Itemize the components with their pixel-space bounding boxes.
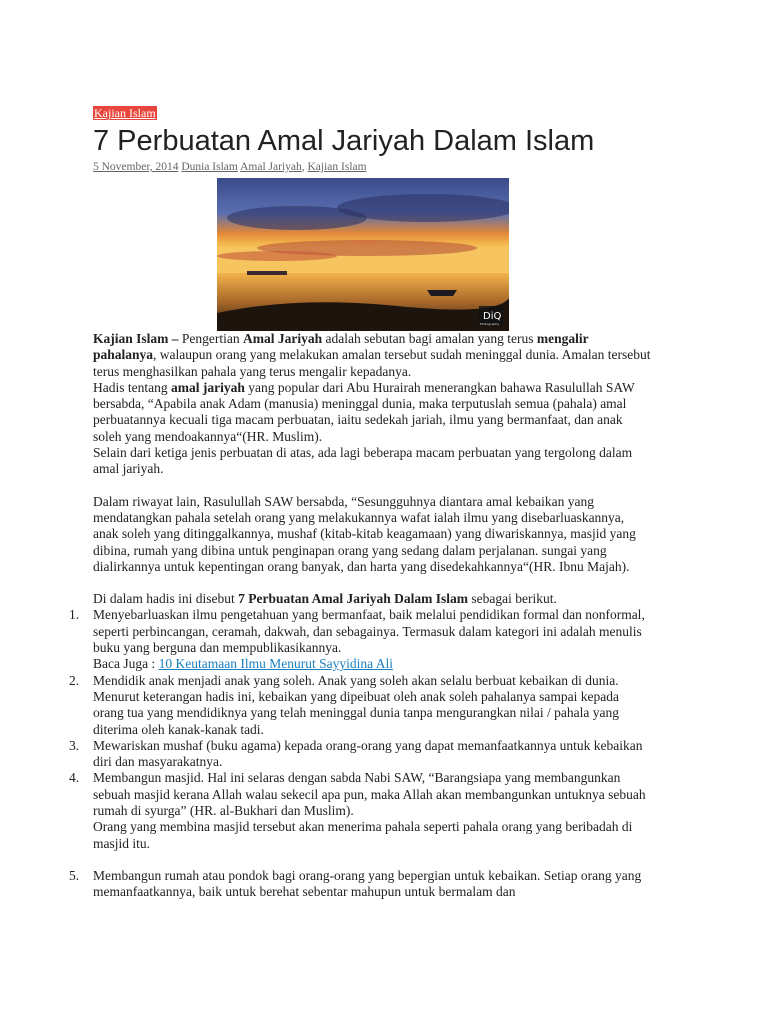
intro-text-3: , walaupun orang yang melakukan amalan tersebut sudah meninggal dunia. Amalan tersebut terus menghasilkan pahala yang terus mengalir kepadanya. <box>93 347 651 379</box>
list-number: 1. <box>69 607 80 623</box>
list-number: 3. <box>69 737 80 753</box>
category-link-kajian-islam[interactable]: Kajian Islam <box>307 161 367 173</box>
deeds-list <box>69 607 653 900</box>
hadis-text-2: yang popular dari Abu Hurairah menerangkan bahawa Rasulullah SAW bersabda, “Apabila anak Adam (manusia) meninggal dunia, maka terputuslah semua (pahala) amal perbuatannya kecuali tiga macam perbuatan, iaitu sedekah jariah, ilmu yang bermanfaat, dan anak soleh yang mendoakannya“(HR. Muslim). <box>93 379 635 444</box>
post-meta <box>93 160 653 174</box>
list-item-text: Mewariskan mushaf (buku agama) kepada orang-orang yang dapat memanfaatkannya untuk kebaikan diri dan masyarakatnya. <box>93 737 643 770</box>
list-number: 2. <box>69 672 80 688</box>
hadis-paragraph <box>93 380 653 445</box>
article <box>69 104 653 901</box>
list-item <box>69 607 653 672</box>
paragraph-4: Dalam riwayat lain, Rasulullah SAW bersabda, “Sesungguhnya diantara amal kebaikan yang mendatangkan pahala setelah orang yang melakukannya wafat ialah ilmu yang disebarluaskannya, anak soleh yang ditinggalkannya, mushaf (kitab-kitab keagamaan) yang diwariskannya, masjid yang dibina, rumah yang dibina untuk penginapan orang yang sedang dalam perjalanan. sungai yang dialirkannya untuk kepentingan orang banyak, dan harta yang disedekahkannya“(HR. Ibnu Majah). <box>93 493 636 574</box>
category-link-amal-jariyah[interactable]: Amal Jariyah <box>240 161 302 173</box>
baca-juga-link[interactable]: 10 Keutamaan Ilmu Menurut Sayyidina Ali <box>158 656 393 672</box>
list-intro-text-1: Di dalam hadis ini disebut <box>93 591 239 607</box>
meta-separator: , <box>301 161 305 173</box>
list-item-text: Mendidik anak menjadi anak yang soleh. Anak yang soleh akan selalu berbuat kebaikan di dunia. Menurut keterangan hadis ini, kebaikan yang dipeibuat oleh anak soleh pahalanya sampai kepada orang tua yang mendidiknya yang telah meninggal dunia tanpa mengurangkan nilai / pahala yang diterima oleh kanak-kanak tadi. <box>93 672 619 737</box>
intro-bold-2: Amal Jariyah <box>243 331 323 346</box>
list-number: 5. <box>69 867 80 883</box>
list-item <box>69 770 653 867</box>
list-intro-bold: 7 Perbuatan Amal Jariyah Dalam Islam <box>238 591 468 607</box>
hadis-bold: amal jariyah <box>170 379 245 395</box>
list-number: 4. <box>69 770 80 786</box>
post-date-link[interactable]: 5 November, 2014 <box>93 161 179 173</box>
list-item-text: Membangun masjid. Hal ini selaras dengan sabda Nabi SAW, “Barangsiapa yang membangunkan sebuah masjid kerana Allah walau sekecil apa pun, maka Allah akan membangunkan untuknya sebuah rumah di syurga” (HR. al-Bukhari dan Muslim). <box>93 770 646 819</box>
list-item-text: Membangun rumah atau pondok bagi orang-orang yang bepergian untuk kebaikan. Setiap orang yang memanfaatkannya, baik untuk berehat sebentar mahupun untuk bermalam dan <box>93 867 642 900</box>
watermark-sub: Photography <box>480 322 500 326</box>
article-body <box>69 331 653 901</box>
intro-bold-1: Kajian Islam – <box>93 331 179 346</box>
category-link-dunia-islam[interactable]: Dunia Islam <box>181 161 238 173</box>
page-title: 7 Perbuatan Amal Jariyah Dalam Islam <box>93 125 595 157</box>
hadis-text-1: Hadis tentang <box>93 379 171 395</box>
intro-text-2: adalah sebutan bagi amalan yang terus <box>322 331 537 346</box>
baca-juga-label: Baca Juga : <box>93 656 159 672</box>
list-item <box>69 737 653 771</box>
intro-text-1: Pengertian <box>178 331 243 346</box>
list-item <box>69 672 653 738</box>
intro-bold-3: mengalir pahalanya <box>93 331 589 363</box>
list-intro-text-2: sebagai berikut. <box>468 591 557 607</box>
list-item-text: Menyebarluaskan ilmu pengetahuan yang bermanfaat, baik melalui pendidikan formal dan nonformal, seperti perbincangan, ceramah, dakwah, dan sebagainya. Termasuk dalam kategori ini adalah menulis buku yang berguna dan mempublikasikannya. <box>93 607 645 656</box>
category-link[interactable]: Kajian Islam <box>94 106 156 120</box>
list-item <box>69 867 653 901</box>
hero-image <box>217 178 509 331</box>
intro-paragraph <box>93 331 653 380</box>
paragraph-3: Selain dari ketiga jenis perbuatan di atas, ada lagi beberapa macam perbuatan yang tergolong dalam amal jariyah. <box>93 445 633 477</box>
list-intro <box>93 591 653 607</box>
watermark: DiQ <box>483 311 502 322</box>
list-item-extra: Orang yang membina masjid tersebut akan menerima pahala seperti pahala orang yang beribadah di masjid itu. <box>93 819 633 851</box>
